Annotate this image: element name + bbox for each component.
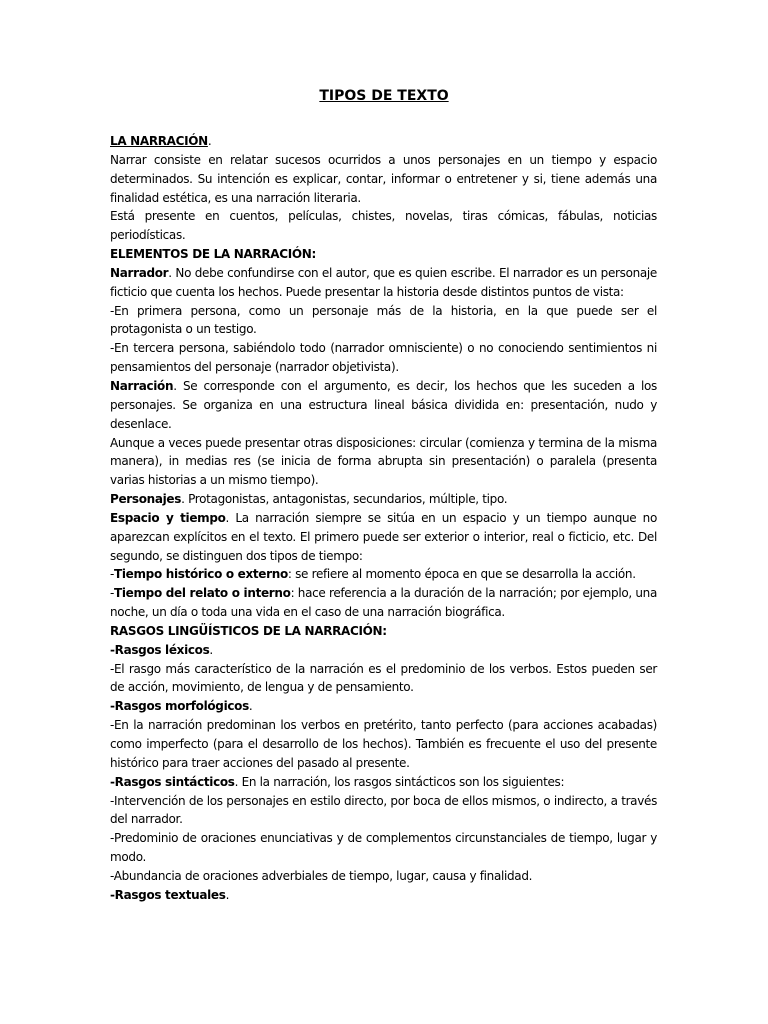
paragraph (110, 377, 657, 434)
text-run: -El rasgo más característico de la narración es el predominio de los verbos. Estos pueden ser de acción, movimiento, de lengua y de pensamiento. (110, 661, 657, 695)
paragraph (110, 660, 657, 698)
text-run: -Abundancia de oraciones adverbiales de tiempo, lugar, causa y finalidad. (110, 868, 533, 883)
text-run: . (207, 134, 212, 148)
paragraph (110, 773, 657, 792)
bold-text-run: RASGOS LINGÜÍSTICOS DE LA NARRACIÓN: (110, 623, 387, 638)
paragraph (110, 302, 657, 340)
text-run: -Predominio de oraciones enunciativas y de complementos circunstanciales de tiempo, lugar y modo. (110, 831, 657, 865)
paragraph (110, 207, 657, 245)
text-run: - (110, 567, 115, 582)
paragraph (110, 716, 657, 773)
bold-text-run: -Rasgos textuales (110, 887, 226, 902)
paragraph (110, 565, 657, 584)
text-run: . (209, 642, 213, 657)
paragraph (110, 509, 657, 566)
bold-text-run: ELEMENTOS DE LA NARRACIÓN: (110, 247, 316, 262)
bold-text-run: Narrador (110, 265, 169, 280)
bold-text-run: Espacio y tiempo (110, 510, 226, 525)
bold-text-run: Tiempo del relato o interno (114, 586, 291, 601)
bold-text-run: -Rasgos léxicos (110, 642, 210, 657)
text-run: -Intervención de los personajes en estilo directo, por boca de ellos mismos, o indirecto, a través del narrador. (110, 793, 657, 827)
paragraph (110, 641, 657, 660)
paragraph (110, 151, 657, 208)
text-run: . Se corresponde con el argumento, es decir, los hechos que les suceden a los personajes. Se organiza en una estructura lineal básica dividida en: presentación, nudo y desenlace. (110, 378, 657, 431)
bold-text-run: LA NARRACIÓN (110, 134, 208, 148)
paragraph (110, 339, 657, 377)
paragraph (110, 434, 657, 491)
paragraph (110, 490, 657, 509)
paragraph (110, 622, 657, 641)
bold-text-run: Personajes (110, 492, 182, 507)
document-body (110, 132, 657, 905)
paragraph (110, 867, 657, 886)
bold-text-run: Narración (110, 378, 174, 393)
paragraph (110, 245, 657, 264)
text-run: Narrar consiste en relatar sucesos ocurridos a unos personajes en un tiempo y espacio determinados. Su intención es explicar, contar, informar o entretener y si, tiene además una finalidad estética, es una narración literaria. (110, 152, 657, 205)
text-run: . Protagonistas, antagonistas, secundarios, múltiple, tipo. (181, 492, 508, 507)
text-run: . En la narración, los rasgos sintácticos son los siguientes: (234, 774, 565, 789)
text-run: . (248, 699, 253, 714)
paragraph (110, 792, 657, 830)
paragraph (110, 697, 657, 716)
bold-text-run: -Rasgos sintácticos (110, 774, 235, 789)
text-run: - (110, 586, 115, 601)
text-run: Aunque a veces puede presentar otras disposiciones: circular (comienza y termina de la misma manera), in medias res (se inicia de forma abrupta sin presentación) o paralela (presenta varias historias a un mismo tiempo). (110, 435, 657, 488)
paragraph (110, 132, 657, 151)
text-run: : hace referencia a la duración de la narración; por ejemplo, una noche, un día o toda una vida en el caso de una narración biográfica. (110, 586, 658, 620)
text-run: -En primera persona, como un personaje más de la historia, en la que puede ser el protagonista o un testigo. (110, 303, 657, 337)
bold-text-run: Tiempo histórico o externo (114, 567, 288, 582)
text-run: -En tercera persona, sabiéndolo todo (narrador omnisciente) o no conociendo sentimientos ni pensamientos del personaje (narrador objetivista). (110, 341, 657, 375)
text-run: -En la narración predominan los verbos en pretérito, tanto perfecto (para acciones acabadas) como imperfecto (para el desarrollo de los hechos). También es frecuente el uso del presente histórico para traer acciones del pasado al presente. (110, 718, 657, 770)
bold-text-run: -Rasgos morfológicos (110, 699, 249, 714)
text-run: . La narración siempre se sitúa en un espacio y un tiempo aunque no aparezcan explícitos en el texto. El primero puede ser exterior o interior, real o ficticio, etc. Del segundo, se distinguen dos tipos de tiempo: (110, 510, 657, 563)
text-run: . (225, 887, 230, 902)
document-title: TIPOS DE TEXTO (319, 88, 449, 104)
paragraph (110, 264, 657, 302)
paragraph (110, 829, 657, 867)
paragraph (110, 886, 657, 905)
text-run: Está presente en cuentos, películas, chistes, novelas, tiras cómicas, fábulas, noticias periodísticas. (110, 209, 657, 243)
text-run: : se refiere al momento época en que se desarrolla la acción. (287, 567, 636, 582)
text-run: . No debe confundirse con el autor, que es quien escribe. El narrador es un personaje ficticio que cuenta los hechos. Puede presentar la historia desde distintos puntos de vista: (110, 265, 657, 299)
paragraph (110, 584, 657, 622)
